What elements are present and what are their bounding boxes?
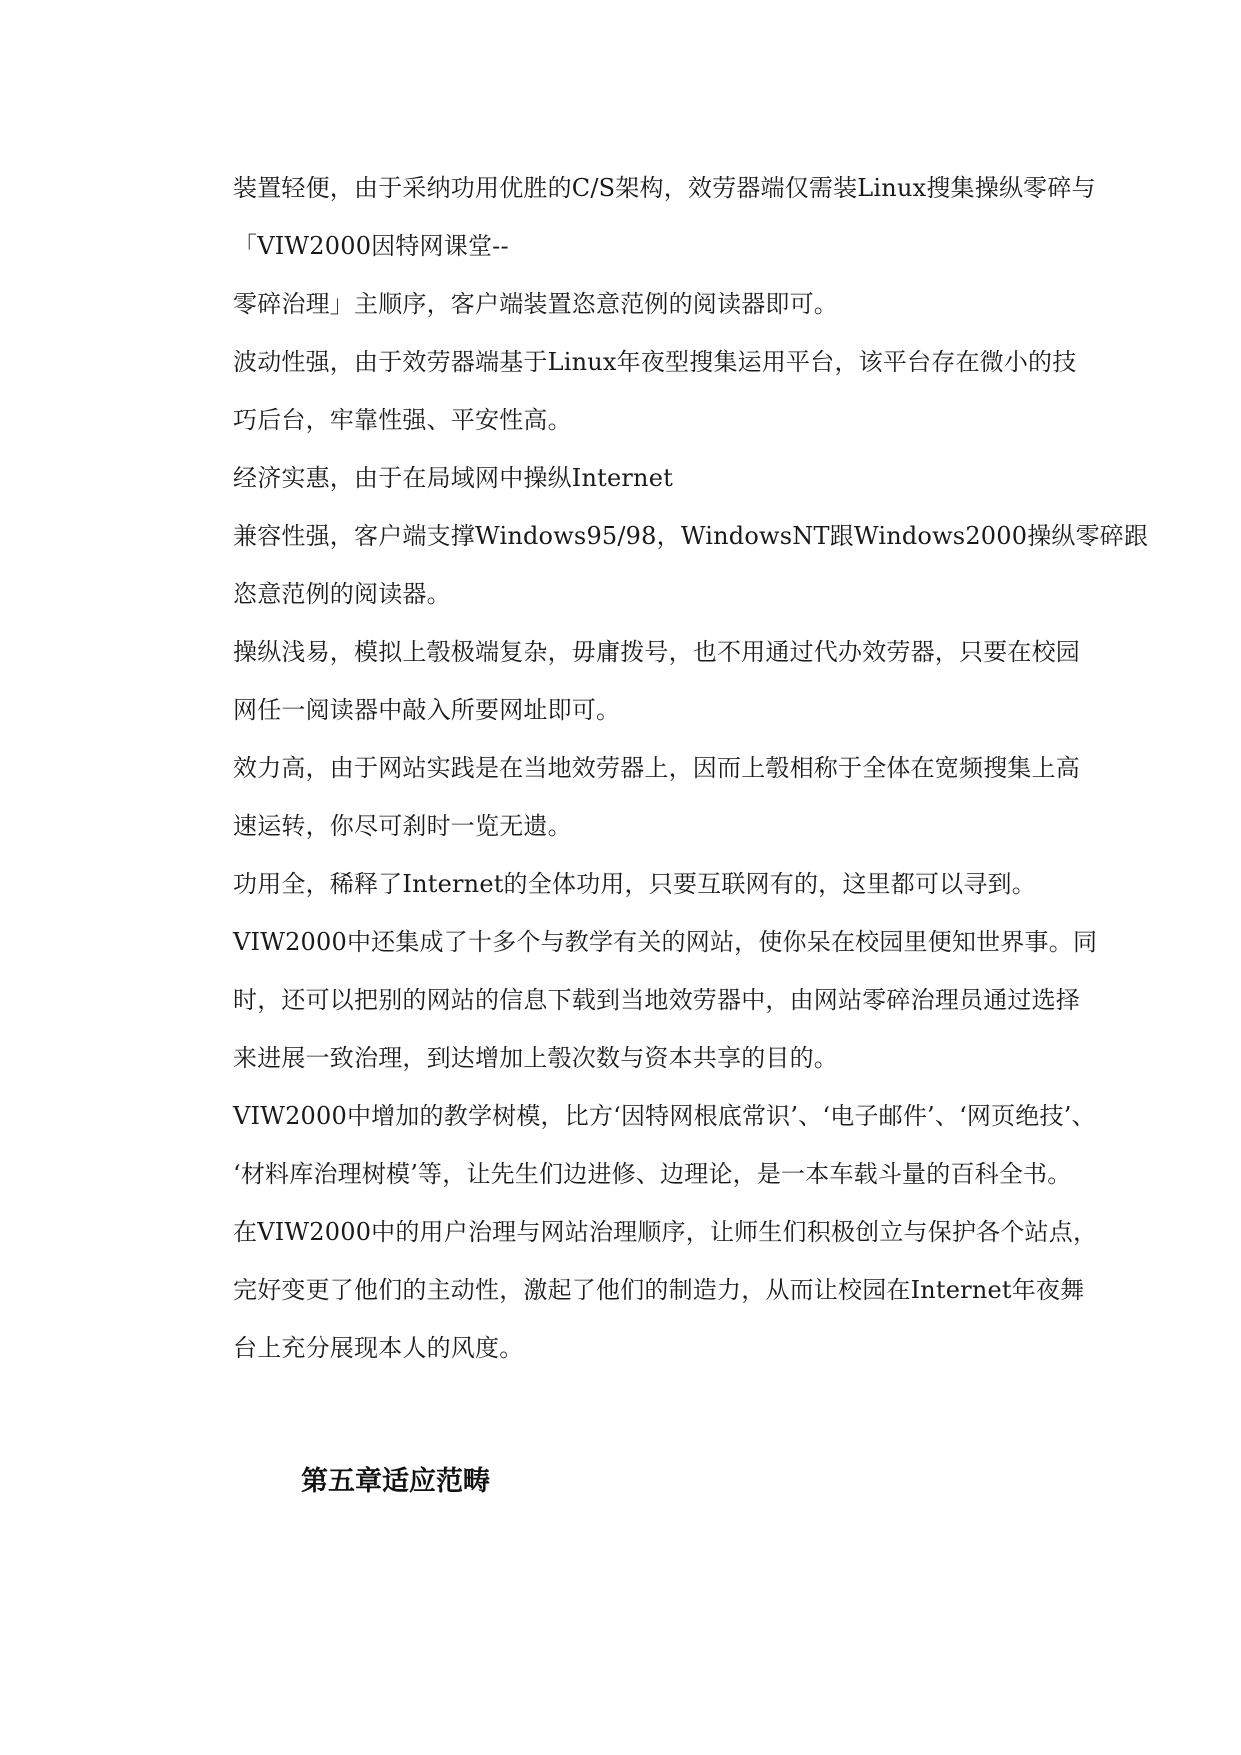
text-line: 经济实惠，由于在局域网中操纵Internet xyxy=(233,464,673,492)
text-line: 零碎治理」主顺序，客户端装置恣意范例的阅读器即可。 xyxy=(233,290,838,318)
text-line: VIW2000中增加的教学树模，比方‘因特网根底常识’、‘电子邮件’、‘网页绝技’、 xyxy=(233,1102,1096,1130)
text-line: 效力高，由于网站实践是在当地效劳器上，因而上彀相称于全体在宽频搜集上高 xyxy=(233,754,1080,782)
text-line: VIW2000中还集成了十多个与教学有关的网站，使你呆在校园里便知世界事。同 xyxy=(233,928,1098,956)
text-line: 台上充分展现本人的风度。 xyxy=(233,1334,524,1362)
text-line: 时，还可以把别的网站的信息下载到当地效劳器中，由网站零碎治理员通过选择 xyxy=(233,986,1080,1014)
text-line: 速运转，你尽可刹时一览无遗。 xyxy=(233,812,572,840)
text-line: 操纵浅易，模拟上彀极端复杂，毋庸拨号，也不用通过代办效劳器，只要在校园 xyxy=(233,638,1080,666)
body-text xyxy=(233,165,1149,1383)
text-line: 巧后台，牢靠性强、平安性高。 xyxy=(233,406,572,434)
chapter-heading: 第五章适应范畴 xyxy=(301,1466,490,1497)
text-line: 「VIW2000因特网课堂-- xyxy=(233,232,509,260)
text-line: 装置轻便，由于采纳功用优胜的C/S架构，效劳器端仅需装Linux搜集操纵零碎与 xyxy=(233,174,1096,202)
text-line: 来进展一致治理，到达增加上彀次数与资本共享的目的。 xyxy=(233,1044,838,1072)
text-line: 在VIW2000中的用户治理与网站治理顺序，让师生们积极创立与保护各个站点， xyxy=(233,1218,1098,1246)
text-line: 完好变更了他们的主动性，激起了他们的制造力，从而让校园在Internet年夜舞 xyxy=(233,1276,1085,1304)
text-line: 功用全，稀释了Internet的全体功用，只要互联网有的，这里都可以寻到。 xyxy=(233,870,1036,898)
text-line: 兼容性强，客户端支撑Windows95/98，WindowsNT跟Windows2000操纵零碎跟 xyxy=(233,522,1149,550)
text-line: 波动性强，由于效劳器端基于Linux年夜型搜集运用平台，该平台存在微小的技 xyxy=(233,348,1077,376)
text-line: ‘材料库治理树模’等，让先生们边进修、边理论，是一本车载斗量的百科全书。 xyxy=(233,1160,1072,1188)
text-line: 恣意范例的阅读器。 xyxy=(233,580,451,608)
text-line: 网任一阅读器中敲入所要网址即可。 xyxy=(233,696,621,724)
